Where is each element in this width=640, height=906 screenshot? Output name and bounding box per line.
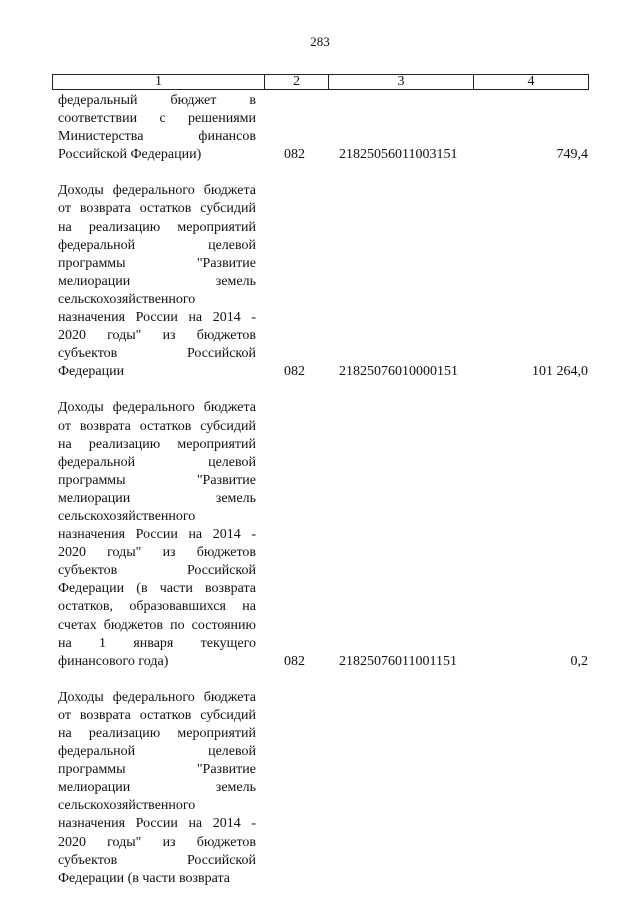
table-row — [58, 399, 598, 670]
table-body — [58, 92, 598, 906]
column-header-1: 1 — [53, 75, 265, 89]
table-row — [58, 689, 598, 888]
row-description: Доходы федерального бюджета от возврата остатков субсидий на реализацию мероприятий федеральной целевой программы "Развитие мелиорации земель сельскохозяйственного назначения России на 2014 - 2020 годы" из бюджетов субъектов Российской Федерации (в части возврата остатков, образовавшихся на счетах бюджетов по состоянию на 1 января текущего финансового года) — [58, 400, 256, 669]
row-amount: 749,4 — [556, 147, 588, 163]
column-header-3: 3 — [329, 75, 474, 89]
row-description: Доходы федерального бюджета от возврата остатков субсидий на реализацию мероприятий федеральной целевой программы "Развитие мелиорации земель сельскохозяйственного назначения России на 2014 - 2020 годы" из бюджетов субъектов Российской Федерации (в части возврата — [58, 689, 256, 886]
row-description: федеральный бюджет в соответствии с решениями Министерства финансов Российской Федерации) — [58, 93, 256, 163]
row-kbk: 21825056011003151 — [339, 147, 458, 163]
column-header-2: 2 — [265, 75, 329, 89]
table-row — [58, 182, 598, 381]
table-header — [52, 74, 589, 90]
row-kbk: 21825076010000151 — [339, 364, 458, 380]
row-kbk: 21825076011001151 — [339, 653, 457, 669]
table-row — [58, 92, 598, 164]
row-amount: 101 264,0 — [532, 364, 588, 380]
page-number: 283 — [310, 34, 330, 49]
row-admin-code: 082 — [284, 653, 305, 669]
row-description: Доходы федерального бюджета от возврата остатков субсидий на реализацию мероприятий федеральной целевой программы "Развитие мелиорации земель сельскохозяйственного назначения России на 2014 - 2020 годы" из бюджетов субъектов Российской Федерации — [58, 183, 256, 380]
row-admin-code: 082 — [284, 364, 305, 380]
row-amount: 0,2 — [570, 653, 588, 669]
column-header-4: 4 — [527, 74, 535, 89]
row-admin-code: 082 — [284, 147, 305, 163]
